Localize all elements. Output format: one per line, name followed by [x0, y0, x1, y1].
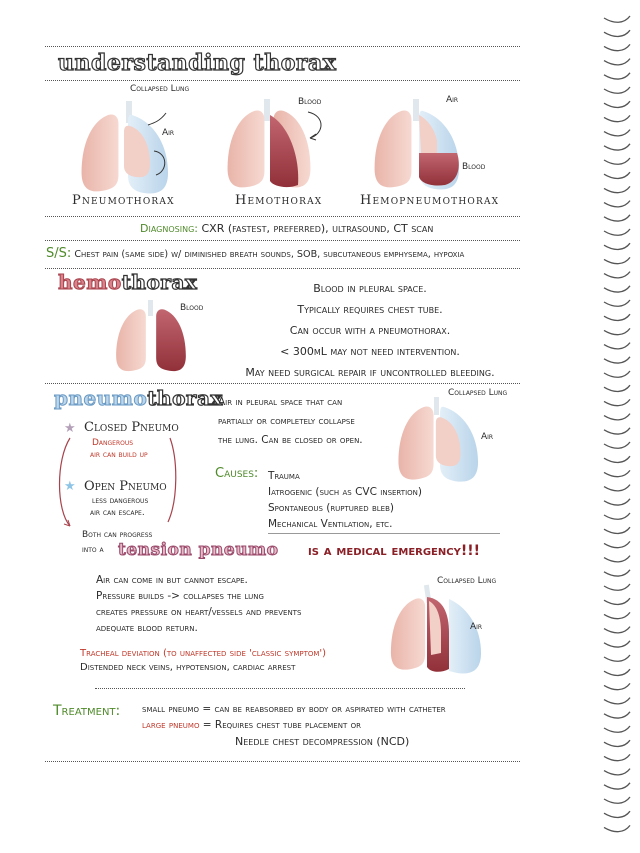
- spiral-ring: [604, 328, 630, 334]
- divider: [268, 533, 500, 534]
- spiral-ring: [604, 101, 630, 107]
- air-label: Air: [470, 622, 483, 632]
- collapsed-lung-label: Collapsed Lung: [437, 576, 497, 586]
- cause-item: Spontaneous (ruptured bleb): [268, 502, 394, 514]
- spiral-ring: [604, 627, 630, 633]
- treatment-small: [142, 703, 446, 715]
- divider: [45, 383, 520, 384]
- emergency-text: is a medical emergency!!!: [308, 543, 480, 559]
- spiral-ring: [604, 343, 630, 349]
- progress-line2: into a: [82, 545, 104, 555]
- tension-title-text: tension pneumo: [118, 540, 279, 560]
- open-sub1: less dangerous: [92, 496, 149, 506]
- divider: [45, 240, 520, 241]
- collapsed-lung-label: Collapsed Lung: [130, 84, 190, 94]
- bracket-arrow-icon: [52, 430, 192, 540]
- spiral-ring: [604, 428, 630, 434]
- star-icon: ★: [64, 479, 76, 494]
- spiral-ring: [604, 811, 630, 817]
- hemo-part: hemo: [58, 270, 122, 294]
- spiral-ring: [604, 783, 630, 789]
- hemothorax-title: [58, 270, 197, 294]
- spiral-ring: [604, 726, 630, 732]
- spiral-ring: [604, 158, 630, 164]
- spiral-ring: [604, 115, 630, 121]
- cause-item: Trauma: [268, 470, 300, 482]
- spiral-ring: [604, 399, 630, 405]
- spiral-ring: [604, 357, 630, 363]
- spiral-ring: [604, 371, 630, 377]
- ss-text: Chest pain (same side) w/ diminished breath sounds, SOB, subcutaneous emphysema, hypoxia: [74, 249, 465, 260]
- spiral-ring: [604, 87, 630, 93]
- spiral-ring: [604, 229, 630, 235]
- spiral-ring: [604, 641, 630, 647]
- diagnosing-line: [140, 222, 433, 235]
- divider: [95, 688, 465, 689]
- pneumothorax-title: [54, 386, 223, 410]
- blood-label: Blood: [298, 97, 322, 107]
- divider: [45, 761, 520, 762]
- spiral-ring: [604, 740, 630, 746]
- spiral-ring: [604, 59, 630, 65]
- spiral-ring: [604, 186, 630, 192]
- spiral-ring: [604, 456, 630, 462]
- hemo-line: Blood in pleural space.: [313, 282, 427, 295]
- open-pneumo-title: Open Pneumo: [84, 479, 167, 494]
- air-label: Air: [446, 95, 459, 105]
- diagnosing-text: CXR (fastest, preferred), ultrasound, CT scan: [201, 222, 434, 235]
- causes-heading: Causes:: [215, 466, 259, 481]
- spiral-ring: [604, 130, 630, 136]
- spiral-ring: [604, 683, 630, 689]
- spiral-ring: [604, 414, 630, 420]
- spiral-ring: [604, 385, 630, 391]
- air-label: Air: [162, 128, 175, 138]
- star-icon: ★: [64, 421, 76, 436]
- spiral-ring: [604, 698, 630, 704]
- spiral-ring: [604, 570, 630, 576]
- spiral-binding: [600, 0, 640, 853]
- hemo-line: Can occur with a pneumothorax.: [289, 324, 451, 337]
- spiral-ring: [604, 30, 630, 36]
- spiral-ring: [604, 769, 630, 775]
- spiral-ring: [604, 655, 630, 661]
- ss-line: [46, 246, 464, 261]
- spiral-ring: [604, 442, 630, 448]
- spiral-ring: [604, 300, 630, 306]
- spiral-ring: [604, 73, 630, 79]
- spiral-ring: [604, 556, 630, 562]
- divider: [45, 80, 520, 81]
- tracheal-deviation: Tracheal deviation (to unaffected side 'classic symptom'): [80, 648, 327, 659]
- other-symptoms: Distended neck veins, hypotension, cardiac arrest: [80, 662, 296, 673]
- tension-diagram: [385, 583, 505, 683]
- spiral-ring: [604, 144, 630, 150]
- spiral-ring: [604, 44, 630, 50]
- ss-heading: S/S:: [46, 246, 72, 261]
- desc-line: the lung. Can be closed or open.: [218, 434, 363, 446]
- hemopneumothorax-caption: Hemopneumothorax: [360, 193, 500, 208]
- hemo-line: < 300mL may not need intervention.: [280, 345, 460, 358]
- hemothorax-caption: Hemothorax: [235, 193, 323, 208]
- spiral-ring: [604, 172, 630, 178]
- spiral-ring: [604, 669, 630, 675]
- pneumothorax-diagram: [70, 95, 190, 205]
- large-pneumo-text: = Requires chest tube placement or: [202, 719, 361, 731]
- spiral-ring: [604, 286, 630, 292]
- spiral-ring: [604, 584, 630, 590]
- spiral-ring: [604, 485, 630, 491]
- hemopneumothorax-lungs: [365, 95, 485, 205]
- spiral-ring: [604, 201, 630, 207]
- pneumothorax-desc: [218, 393, 363, 450]
- diagnosing-heading: Diagnosing:: [140, 222, 198, 235]
- arrow-icon: [300, 108, 330, 148]
- air-label: Air: [481, 432, 494, 442]
- closed-pneumo-title: Closed Pneumo: [84, 420, 179, 435]
- hemothorax-text: [225, 278, 515, 383]
- page-title: understanding thorax: [58, 50, 337, 76]
- spiral-ring: [604, 712, 630, 718]
- desc-line: partially or completely collapse: [218, 415, 355, 427]
- spiral-ring: [604, 612, 630, 618]
- spiral-ring: [604, 499, 630, 505]
- thorax-part: thorax: [121, 270, 198, 294]
- cause-item: Iatrogenic (such as CVC insertion): [268, 486, 422, 498]
- small-pneumo-label: small pneumo: [142, 703, 199, 715]
- spiral-ring: [604, 243, 630, 249]
- spiral-ring: [604, 754, 630, 760]
- hemo-line: Typically requires chest tube.: [297, 303, 443, 316]
- hemopneumothorax-diagram: [365, 95, 485, 205]
- tension-title: [118, 540, 278, 560]
- divider: [45, 46, 520, 47]
- blood-label: Blood: [180, 303, 204, 313]
- treatment-large: [142, 719, 361, 731]
- spiral-ring: [604, 513, 630, 519]
- spiral-ring: [604, 314, 630, 320]
- hemo-line: May need surgical repair if uncontrolled bleeding.: [245, 366, 495, 379]
- collapsed-lung-label: Collapsed Lung: [448, 388, 508, 398]
- thorax-part: thorax: [147, 386, 223, 410]
- treatment-ncd: Needle chest decompression (NCD): [235, 735, 410, 748]
- blood-label: Blood: [462, 162, 486, 172]
- cause-item: Mechanical Ventilation, etc.: [268, 518, 393, 530]
- spiral-ring: [604, 527, 630, 533]
- causes-list: [268, 468, 422, 532]
- spiral-ring: [604, 541, 630, 547]
- small-pneumo-text: = can be reabsorbed by body or aspirated with catheter: [202, 703, 446, 715]
- pneumothorax-caption: Pneumothorax: [72, 193, 175, 208]
- treatment-heading: Treatment:: [53, 703, 121, 719]
- closed-sub2: air can build up: [90, 450, 148, 460]
- divider: [45, 268, 520, 269]
- spiral-ring: [604, 797, 630, 803]
- closed-sub1: Dangerous: [92, 438, 134, 448]
- pneumothorax-lungs: [70, 95, 190, 205]
- tension-lungs: [385, 583, 505, 683]
- progress-line1: Both can progress: [82, 530, 153, 540]
- tension-text: [96, 572, 301, 636]
- spiral-ring: [604, 598, 630, 604]
- tension-line: adequate blood return.: [96, 622, 198, 634]
- spiral-ring: [604, 272, 630, 278]
- tension-line: Pressure builds -> collapses the lung: [96, 590, 264, 602]
- spiral-ring: [604, 470, 630, 476]
- spiral-ring: [604, 215, 630, 221]
- spiral-ring: [604, 16, 630, 22]
- divider: [45, 216, 520, 217]
- spiral-ring: [604, 825, 630, 831]
- pneumo-part: pneumo: [54, 386, 148, 410]
- spiral-ring: [604, 257, 630, 263]
- tension-line: Air can come in but cannot escape.: [96, 574, 248, 586]
- tension-line: creates pressure on heart/vessels and prevents: [96, 606, 302, 618]
- desc-line: Air in pleural space that can: [218, 396, 343, 408]
- open-sub2: air can escape.: [90, 508, 145, 518]
- large-pneumo-label: large pneumo: [142, 719, 200, 731]
